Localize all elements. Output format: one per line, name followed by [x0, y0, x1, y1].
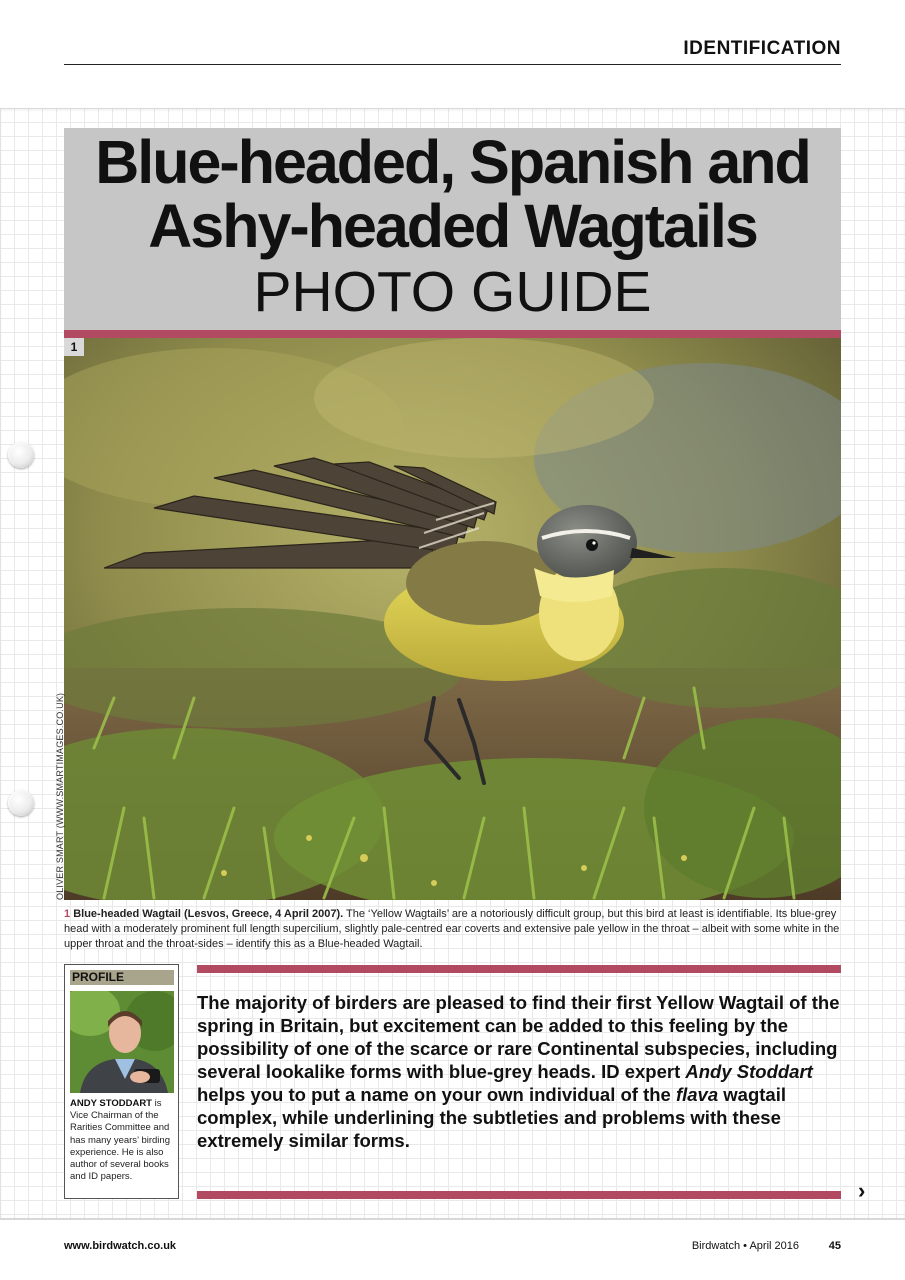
- standfirst-part-3: wagtail complex, while underlining the subtleties and problems with these extremely similar forms.: [197, 1084, 786, 1151]
- profile-box: [64, 964, 179, 1199]
- photo-caption: [64, 907, 844, 952]
- main-photo: [64, 338, 841, 900]
- profile-name: ANDY STODDART: [70, 1098, 152, 1109]
- section-header: IDENTIFICATION: [683, 38, 841, 59]
- title-block: [64, 128, 841, 330]
- standfirst-author: Andy Stoddart: [685, 1061, 813, 1082]
- wagtail-photo-illustration: [64, 338, 841, 900]
- profile-label: PROFILE: [70, 970, 174, 985]
- header-rule: [64, 64, 841, 65]
- photo-credit: OLIVER SMART (WWW.SMARTIMAGES.CO.UK): [55, 692, 65, 900]
- standfirst-species: flava: [675, 1084, 719, 1105]
- standfirst: [197, 991, 841, 1152]
- profile-bio: [70, 1098, 176, 1183]
- footer-page-number: 45: [828, 1240, 841, 1252]
- next-page-arrow[interactable]: ›: [858, 1178, 866, 1203]
- punch-hole-bottom: [8, 790, 34, 816]
- caption-number: 1: [64, 908, 71, 920]
- caption-lead: Blue-headed Wagtail (Lesvos, Greece, 4 April 2007).: [73, 908, 344, 920]
- standfirst-part-2: helps you to put a name on your own individual of the: [197, 1084, 676, 1105]
- standfirst-bottom-bar: [197, 1191, 841, 1199]
- standfirst-part-1: The majority of birders are pleased to find their first Yellow Wagtail of the spring in Britain, but excitement can be added to this feeling by the possibility of one of the scarce or rare Continental subspecies, including several lookalike forms with blue-grey heads. ID expert: [197, 992, 840, 1082]
- caption-text: The ‘Yellow Wagtails’ are a notoriously difficult group, but this bird at least is identifiable. Its blue-grey head with a moderately prominent full length supercilium, slightly pale-centred ear coverts and extensive pale yellow in the throat – albeit with some white in the upper throat and the throat-sides – identify this as a Blue-headed Wagtail.: [64, 908, 840, 950]
- standfirst-top-bar: [197, 965, 841, 973]
- author-portrait-illustration: [70, 991, 174, 1093]
- title-line-2: Ashy-headed Wagtails: [148, 192, 757, 260]
- title-underbar: [64, 330, 841, 338]
- punch-hole-top: [8, 442, 34, 468]
- author-portrait: [70, 991, 174, 1093]
- footer-magazine: Birdwatch • April 2016: [691, 1240, 799, 1252]
- title-line-1: Blue-headed, Spanish and: [95, 128, 810, 196]
- profile-bio-text: is Vice Chairman of the Rarities Committee and has many years’ birding experience. He is also author of several books and ID papers.: [70, 1098, 170, 1183]
- photo-number-badge: 1: [64, 338, 84, 356]
- title-line-3: PHOTO GUIDE: [253, 260, 652, 324]
- footer-url[interactable]: www.birdwatch.co.uk: [64, 1240, 177, 1252]
